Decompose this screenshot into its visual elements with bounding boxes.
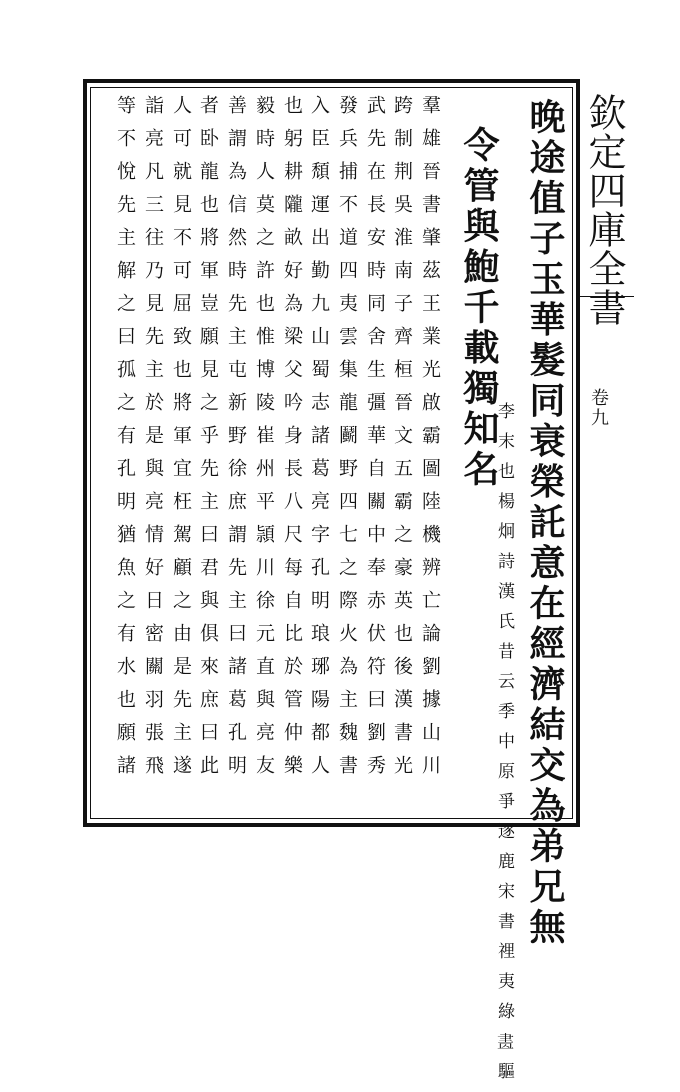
commentary-line: 詣亮凡三往乃見先主於是與亮情好日密關羽張飛 — [142, 95, 164, 788]
commentary-line: 跨制荆吳淮南子齊桓晉文五霸之豪英也後漢書光 — [391, 95, 413, 788]
volume-label: 卷九 — [588, 388, 609, 428]
commentary-line: 毅時人莫之許也惟博陵崔州平頴川徐元直與亮友 — [253, 95, 275, 788]
commentary-line: 羣雄晉書肇茲王業光啟霸圖陸機辨亡論劉據山川 — [419, 95, 441, 788]
commentary-line: 武先在長安時同舍生彊華自關中奉赤伏符曰劉秀 — [364, 95, 386, 788]
poem-line: 晚途值子玉華髮同衰榮託意在經濟結交為弟兄無 — [524, 98, 566, 949]
poem-line: 令管與鮑千載獨知名 — [458, 126, 500, 491]
commentary-line: 者卧龍也將軍豈願見之乎先主曰君與俱來庶曰此 — [197, 95, 219, 788]
collection-title: 欽定四庫全書 — [582, 93, 626, 327]
commentary-line: 善謂為信然時先主屯新野徐庶謂先主曰諸葛孔明 — [225, 95, 247, 788]
commentary-line: 等不悅先主解之曰孤之有孔明猶魚之有水也願諸 — [114, 95, 136, 788]
commentary-line: 人可就見不可屈致也將軍宜枉駕顧之由是先主遂 — [170, 95, 192, 788]
commentary-line: 入臣頹運出勤九山蜀志諸葛亮字孔明琅琊陽都人 — [308, 95, 330, 788]
commentary-line: 也躬耕隴畝好為梁父吟身長八尺每自比於管仲樂 — [281, 95, 303, 788]
commentary-line: 發兵捕不道四夷雲集龍鬬野四七之際火為主魏書 — [336, 95, 358, 788]
commentary-line: 李末也楊炯詩漢氏昔云季中原爭逐鹿宋書𥚃夷綠𦘕驅 — [494, 402, 514, 1092]
